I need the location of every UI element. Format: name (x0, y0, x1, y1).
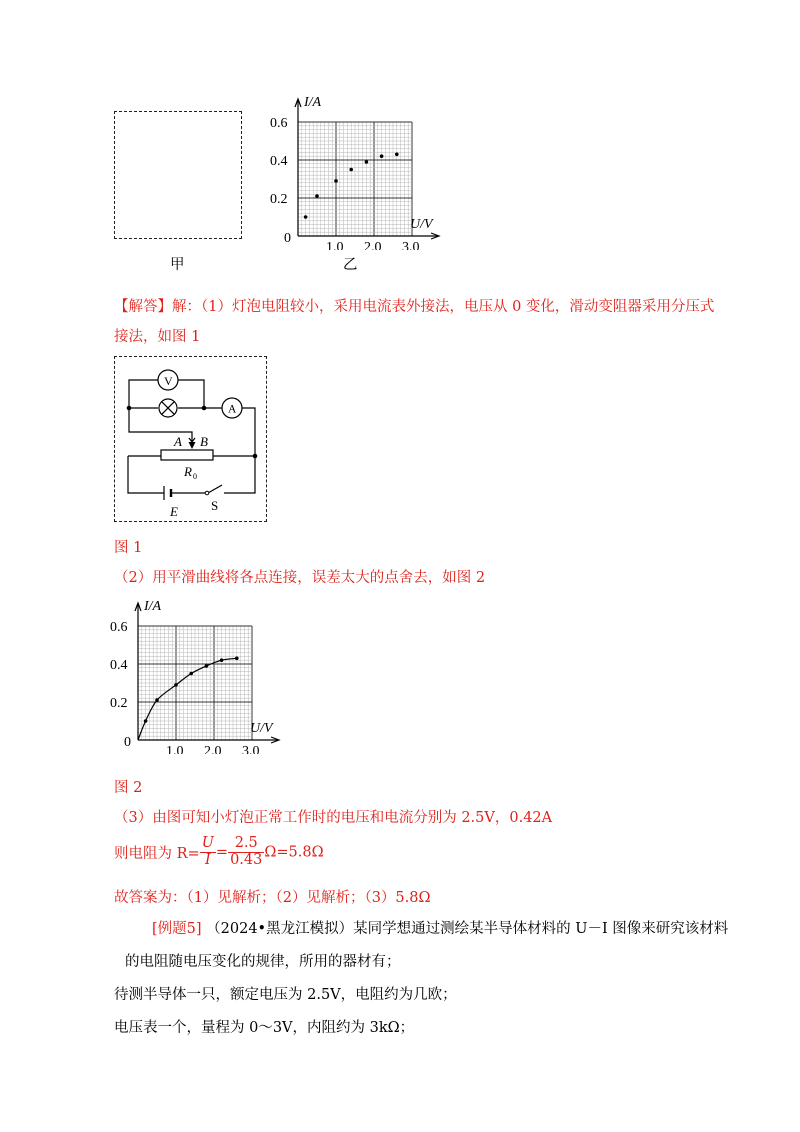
x-tick-label: 1.0 (166, 744, 184, 754)
y-tick-label: 0.2 (110, 696, 128, 711)
y-tick-label: 0.6 (270, 116, 288, 131)
switch-contact (205, 491, 209, 495)
y-axis-label: I/A (144, 599, 162, 614)
answer-part3: （3）由图可知小灯泡正常工作时的电压和电流分别为 2.5V，0.42A (114, 810, 553, 826)
figure-a-empty-box (114, 111, 242, 239)
resistance-formula (114, 836, 324, 869)
example-line-4: 电压表一个，量程为 0～3V，内阻约为 3kΩ； (114, 1020, 415, 1036)
data-point (189, 672, 193, 676)
circuit-diagram (114, 356, 267, 522)
switch-icon (208, 485, 222, 493)
x-axis-label: U/V (250, 721, 273, 736)
data-point (174, 683, 178, 687)
example-tag: [例题5] (152, 921, 202, 937)
figure-2-caption: 图 2 (114, 780, 143, 796)
figure-b-graph (260, 90, 450, 250)
answer-part2: （2）用平滑曲线将各点连接，误差太大的点舍去，如图 2 (114, 570, 486, 586)
figure-a-caption: 甲 (170, 257, 185, 273)
figure-b-caption: 乙 (343, 257, 358, 273)
answer-part1-line1: 解：（1）灯泡电阻较小，采用电流表外接法，电压从 0 变化，滑动变阻器采用分压式 (172, 299, 715, 315)
y-tick-label: 0.2 (270, 192, 288, 207)
fraction-values (228, 836, 264, 869)
terminal-a-label: A (174, 434, 182, 449)
wire-ammeter-right (242, 408, 255, 456)
formula-i: I (204, 851, 211, 868)
answer-part1-line2: 接法，如图 1 (114, 329, 201, 345)
data-point (220, 658, 224, 662)
formula-result: Ω=5.8Ω (264, 844, 324, 861)
wire-voltmeter-right (178, 380, 204, 408)
formula-denominator: 0.43 (230, 851, 263, 868)
fraction-u-over-i (200, 836, 216, 869)
data-point (315, 194, 319, 198)
x-axis-label: U/V (410, 217, 433, 232)
junction-dot (127, 406, 132, 411)
figure-2-graph (100, 594, 290, 754)
origin-label: 0 (124, 735, 131, 750)
final-answer: 故答案为：（1）见解析；（2）见解析；（3）5.8Ω (114, 890, 431, 906)
answer-heading: 【解答】 (114, 299, 172, 315)
ammeter-label: A (228, 403, 237, 416)
origin-label: 0 (284, 231, 291, 246)
example-line-2: 的电阻随电压变化的规律，所用的器材有； (125, 954, 401, 970)
junction-dot (202, 406, 207, 411)
data-point (349, 168, 353, 172)
example-line-1 (152, 922, 728, 937)
y-tick-label: 0.4 (270, 154, 288, 169)
rheostat-subscript: 0 (193, 472, 197, 481)
y-axis-label: I/A (304, 95, 322, 110)
rheostat-icon (161, 450, 213, 460)
lamp-cross (162, 402, 175, 415)
y-tick-label: 0.6 (110, 620, 128, 635)
formula-prefix: 则电阻为 R= (114, 845, 200, 862)
junction-dot (253, 454, 258, 459)
formula-u: U (201, 835, 214, 851)
x-tick-label: 2.0 (364, 240, 382, 250)
data-point (334, 179, 338, 183)
data-point (380, 154, 384, 158)
voltmeter-label: V (164, 374, 173, 388)
x-tick-label: 1.0 (326, 240, 344, 250)
data-point (144, 719, 148, 723)
formula-numerator: 2.5 (228, 836, 264, 853)
data-point (365, 160, 369, 164)
data-point (155, 698, 159, 702)
slider-arrowhead-icon (189, 442, 196, 449)
formula-equals: = (215, 844, 229, 861)
y-tick-label: 0.4 (110, 658, 128, 673)
switch-label: S (211, 498, 219, 513)
data-point (235, 657, 239, 661)
wire-voltmeter-left (129, 380, 158, 408)
battery-label: E (170, 504, 178, 519)
figure-1-caption: 图 1 (114, 540, 143, 556)
terminal-b-label: B (200, 434, 208, 449)
data-point (395, 153, 399, 157)
x-tick-label: 3.0 (402, 240, 420, 250)
x-tick-label: 2.0 (204, 744, 222, 754)
wire-bottom-right (224, 456, 255, 493)
example-line1-text: （2024•黑龙江模拟）某同学想通过测绘某半导体材料的 U－I 图像来研究该材料 (206, 921, 729, 937)
data-point (304, 215, 308, 219)
data-point (205, 664, 209, 668)
example-line-3: 待测半导体一只，额定电压为 2.5V，电阻约为几欧； (114, 987, 457, 1003)
rheostat-label: R (184, 464, 192, 479)
wire-bottom-left (128, 456, 164, 493)
x-tick-label: 3.0 (242, 744, 260, 754)
answer-line-1 (114, 300, 714, 315)
